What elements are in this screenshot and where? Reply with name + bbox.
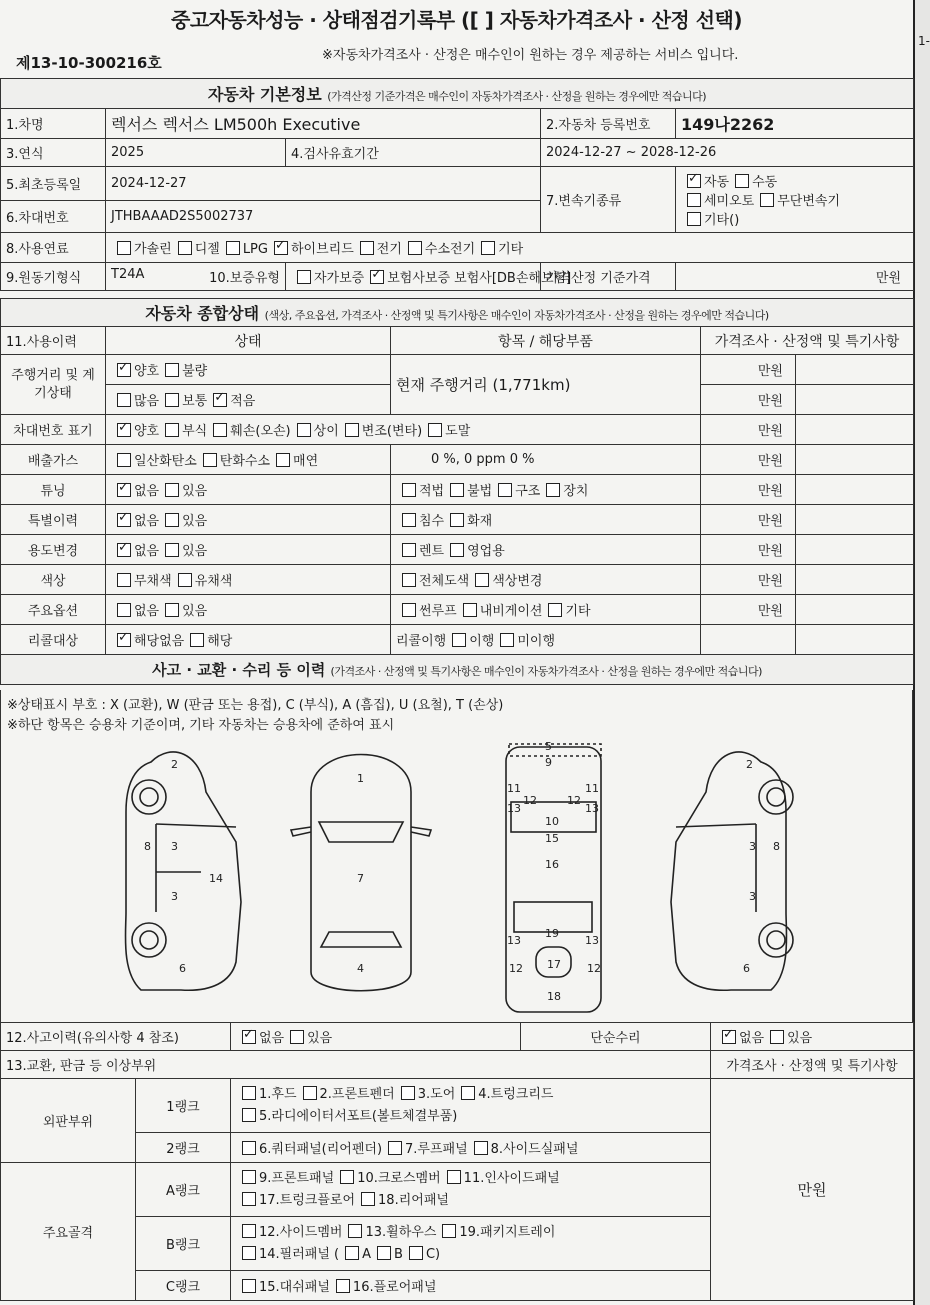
basic-info-table xyxy=(0,78,914,291)
frame-label: 주요골격 xyxy=(1,1163,136,1301)
vin-mark-label: 차대번호 표기 xyxy=(1,415,106,445)
checkbox[interactable] xyxy=(117,423,131,437)
unit: 만원 xyxy=(701,565,796,595)
rankB-items: 12.사이드멤버 13.휠하우스 19.패키지트레이 14.필러패널 ( A B C) xyxy=(231,1217,711,1271)
svg-text:5: 5 xyxy=(545,740,552,753)
checkbox-label: 9.프론트패널 xyxy=(259,1170,335,1186)
year-label: 3.연식 xyxy=(1,139,106,167)
accident-options xyxy=(231,1023,521,1051)
checkbox[interactable] xyxy=(463,603,477,617)
car-name-label: 1.차명 xyxy=(1,109,106,139)
svg-text:12: 12 xyxy=(509,962,523,975)
checkbox[interactable] xyxy=(402,483,416,497)
checkbox-label: 색상변경 xyxy=(492,574,543,589)
checkbox-label: 해당 xyxy=(207,634,233,649)
accident-header: 사고 · 교환 · 수리 등 이력 (가격조사 · 산정액 및 특기사항은 매수인이 자동차가격조사 · 산정을 원하는 경우에만 적습니다) xyxy=(1,655,914,685)
checkbox[interactable] xyxy=(303,1086,317,1100)
checkbox[interactable] xyxy=(447,1170,461,1184)
svg-text:1: 1 xyxy=(357,772,364,785)
checkbox[interactable] xyxy=(117,633,131,647)
vin-mark-options xyxy=(106,415,701,445)
checkbox[interactable] xyxy=(242,1192,256,1206)
checkbox[interactable] xyxy=(498,483,512,497)
option-options xyxy=(106,595,391,625)
checkbox-label: 19.패키지트레이 xyxy=(459,1224,556,1240)
history-header: 11.사용이력 xyxy=(1,327,106,355)
checkbox-label: 적음 xyxy=(230,394,256,409)
checkbox[interactable] xyxy=(548,603,562,617)
checkbox[interactable] xyxy=(242,1086,256,1100)
checkbox-label: 해당없음 xyxy=(134,634,185,649)
checkbox-label: 변조(변타) xyxy=(361,424,423,439)
svg-text:19: 19 xyxy=(545,927,559,940)
car-name: 렉서스 렉서스 LM500h Executive xyxy=(106,109,541,139)
svg-text:3: 3 xyxy=(749,890,756,903)
checkbox[interactable] xyxy=(117,483,131,497)
checkbox[interactable] xyxy=(242,1141,256,1155)
checkbox[interactable] xyxy=(687,174,701,188)
emission-values: 0 %, 0 ppm 0 % xyxy=(391,445,701,475)
checkbox[interactable] xyxy=(242,1030,256,1044)
checkbox-label: 탄화수소 xyxy=(219,454,271,469)
checkbox[interactable] xyxy=(165,393,179,407)
unit: 만원 xyxy=(701,595,796,625)
checkbox[interactable] xyxy=(117,513,131,527)
vin-label: 6.차대번호 xyxy=(1,201,106,233)
item-header: 항목 / 해당부품 xyxy=(391,327,701,355)
checkbox-label: 무단변속기 xyxy=(777,194,841,209)
service-note: ※자동차가격조사 · 산정은 매수인이 원하는 경우 제공하는 서비스 입니다. xyxy=(322,48,739,63)
checkbox-label: 5.라디에이터서포트(볼트체결부품) xyxy=(259,1108,458,1124)
inspect-label: 4.검사유효기간 xyxy=(286,139,541,167)
fuel-label: 8.사용연료 xyxy=(1,233,106,263)
checkbox-label: 장치 xyxy=(563,484,589,499)
checkbox[interactable] xyxy=(178,573,192,587)
reg-no: 149나2262 xyxy=(676,109,914,139)
checkbox-label: 있음 xyxy=(182,514,208,529)
checkbox-label: 영업용 xyxy=(467,544,505,559)
svg-text:2: 2 xyxy=(746,758,753,771)
checkbox-label: 이행 xyxy=(469,634,495,649)
checkbox[interactable] xyxy=(401,1086,415,1100)
accident-table xyxy=(0,1022,914,1301)
checkbox[interactable] xyxy=(165,543,179,557)
checkbox[interactable] xyxy=(242,1108,256,1122)
checkbox-label: 보통 xyxy=(182,394,208,409)
first-reg: 2024-12-27 xyxy=(106,167,541,201)
parts-price-label: 가격조사 · 산정액 및 특기사항 xyxy=(711,1051,914,1079)
left-front-wheel xyxy=(132,780,166,814)
special-options xyxy=(106,505,391,535)
damage-diagram xyxy=(0,690,913,1022)
svg-text:7: 7 xyxy=(357,872,364,885)
svg-text:12: 12 xyxy=(523,794,537,807)
checkbox[interactable] xyxy=(402,513,416,527)
checkbox[interactable] xyxy=(165,603,179,617)
checkbox[interactable] xyxy=(226,241,240,255)
mileage-row1 xyxy=(106,355,391,385)
checkbox-label: 내비게이션 xyxy=(479,604,543,619)
svg-text:8: 8 xyxy=(144,840,151,853)
svg-text:11: 11 xyxy=(585,782,599,795)
checkbox[interactable] xyxy=(370,270,384,284)
checkbox-label: 가솔린 xyxy=(134,242,172,257)
simple-repair-options xyxy=(711,1023,914,1051)
rank1-items xyxy=(231,1079,711,1133)
parts-label: 13.교환, 판금 등 이상부위 xyxy=(1,1051,711,1079)
diagram-part-numbers xyxy=(144,740,780,1003)
checkbox-label: 썬루프 xyxy=(419,604,457,619)
svg-text:12: 12 xyxy=(587,962,601,975)
checkbox[interactable] xyxy=(165,483,179,497)
checkbox-label: 있음 xyxy=(787,1031,813,1046)
checkbox-label: 없음 xyxy=(259,1031,285,1046)
first-reg-label: 5.최초등록일 xyxy=(1,167,106,201)
checkbox[interactable] xyxy=(735,174,749,188)
checkbox-label: 많음 xyxy=(134,394,160,409)
svg-text:13: 13 xyxy=(585,934,599,947)
svg-text:15: 15 xyxy=(545,832,559,845)
checkbox[interactable] xyxy=(687,193,701,207)
recall-label: 리콜대상 xyxy=(1,625,106,655)
checkbox[interactable] xyxy=(345,423,359,437)
left-side-body xyxy=(125,752,241,990)
checkbox[interactable] xyxy=(336,1279,350,1293)
rankC-items xyxy=(231,1271,711,1301)
checkbox[interactable] xyxy=(760,193,774,207)
unit: 만원 xyxy=(701,415,796,445)
checkbox-label: B xyxy=(394,1246,403,1262)
checkbox-label: 13.휠하우스 xyxy=(365,1224,437,1240)
checkbox[interactable] xyxy=(348,1224,362,1238)
checkbox-label: 양호 xyxy=(134,424,160,439)
svg-text:11: 11 xyxy=(507,782,521,795)
checkbox[interactable] xyxy=(190,633,204,647)
svg-text:6: 6 xyxy=(179,962,186,975)
outer-label: 외판부위 xyxy=(1,1079,136,1163)
legend-symbols: ※상태표시 부호 : X (교환), W (판금 또는 용접), C (부식), A (흠집), U (요철), T (손상) xyxy=(7,698,504,713)
svg-text:12: 12 xyxy=(567,794,581,807)
emission-label: 배출가스 xyxy=(1,445,106,475)
checkbox-label: 있음 xyxy=(307,1031,333,1046)
trans-label: 7.변속기종류 xyxy=(541,167,676,233)
checkbox-label: 수동 xyxy=(752,175,778,190)
checkbox-label: 4.트렁크리드 xyxy=(478,1086,554,1102)
rank1-label: 1랭크 xyxy=(136,1079,231,1133)
svg-text:4: 4 xyxy=(357,962,364,975)
svg-text:16: 16 xyxy=(545,858,559,871)
unit: 만원 xyxy=(701,355,796,385)
usage-options xyxy=(106,535,391,565)
special-label: 특별이력 xyxy=(1,505,106,535)
checkbox[interactable] xyxy=(409,1246,423,1260)
checkbox-label: 화재 xyxy=(467,514,493,529)
tuning-items xyxy=(391,475,701,505)
option-items xyxy=(391,595,701,625)
next-page-edge: 1- xyxy=(915,0,930,1305)
unit: 만원 xyxy=(701,505,796,535)
checkbox[interactable] xyxy=(450,483,464,497)
engine-type: T24A 10.보증유형 xyxy=(106,263,286,291)
checkbox[interactable] xyxy=(165,513,179,527)
document-number: 제13-10-300216호 xyxy=(16,54,162,72)
rankC-label: C랭크 xyxy=(136,1271,231,1301)
checkbox-label: 없음 xyxy=(134,604,160,619)
checkbox[interactable] xyxy=(461,1086,475,1100)
checkbox-label: 불량 xyxy=(182,364,208,379)
checkbox[interactable] xyxy=(297,270,311,284)
inspect-period: 2024-12-27 ~ 2028-12-26 xyxy=(541,139,914,167)
checkbox-label: 11.인사이드패널 xyxy=(463,1170,560,1186)
checkbox[interactable] xyxy=(402,603,416,617)
checkbox-label: 적법 xyxy=(419,484,445,499)
checkbox-label: 미이행 xyxy=(517,634,556,649)
tuning-options xyxy=(106,475,391,505)
svg-text:13: 13 xyxy=(585,802,599,815)
checkbox[interactable] xyxy=(402,543,416,557)
checkbox[interactable] xyxy=(408,241,422,255)
year: 2025 xyxy=(106,139,286,167)
checkbox[interactable] xyxy=(340,1170,354,1184)
checkbox[interactable] xyxy=(450,513,464,527)
svg-text:14: 14 xyxy=(209,872,223,885)
svg-text:10: 10 xyxy=(545,815,559,828)
accident-label: 12.사고이력(유의사항 4 참조) xyxy=(1,1023,231,1051)
checkbox-label: 구조 xyxy=(515,484,541,499)
checkbox-label: 매연 xyxy=(293,454,319,469)
left-rear-wheel xyxy=(132,923,166,957)
checkbox-label: 있음 xyxy=(182,604,208,619)
rankA-items xyxy=(231,1163,711,1217)
rank2-items xyxy=(231,1133,711,1163)
simple-repair-label: 단순수리 xyxy=(521,1023,711,1051)
checkbox-label: 디젤 xyxy=(194,242,220,257)
checkbox[interactable] xyxy=(178,241,192,255)
checkbox-label: 양호 xyxy=(134,364,160,379)
checkbox[interactable] xyxy=(242,1224,256,1238)
right-side-body xyxy=(671,752,787,990)
checkbox-label: 기타() xyxy=(704,213,740,228)
color-options xyxy=(106,565,391,595)
checkbox[interactable] xyxy=(274,241,288,255)
basic-info-header: 자동차 기본정보 (가격산정 기준가격은 매수인이 자동차가격조사 · 산정을 원하는 경우에만 적습니다) xyxy=(1,79,914,109)
svg-text:17: 17 xyxy=(547,958,561,971)
checkbox[interactable] xyxy=(481,241,495,255)
tuning-label: 튜닝 xyxy=(1,475,106,505)
checkbox-label: 없음 xyxy=(134,484,160,499)
mileage-value: 현재 주행거리 (1,771km) xyxy=(391,355,701,415)
checkbox-label: A xyxy=(362,1246,372,1262)
svg-text:3: 3 xyxy=(171,890,178,903)
rankA-label: A랭크 xyxy=(136,1163,231,1217)
legend-note: ※하단 항목은 승용차 기준이며, 기타 자동차는 승용차에 준하여 표시 xyxy=(7,718,395,733)
checkbox[interactable] xyxy=(452,633,466,647)
checkbox-label: 도말 xyxy=(445,424,471,439)
checkbox[interactable] xyxy=(450,543,464,557)
checkbox[interactable] xyxy=(203,453,217,467)
checkbox-label: 유채색 xyxy=(194,574,233,589)
color-items xyxy=(391,565,701,595)
special-items xyxy=(391,505,701,535)
checkbox[interactable] xyxy=(428,423,442,437)
checkbox[interactable] xyxy=(290,1030,304,1044)
checkbox[interactable] xyxy=(276,453,290,467)
checkbox[interactable] xyxy=(360,241,374,255)
recall-options xyxy=(106,625,391,655)
checkbox[interactable] xyxy=(165,363,179,377)
checkbox[interactable] xyxy=(242,1279,256,1293)
checkbox[interactable] xyxy=(213,393,227,407)
status-table xyxy=(0,298,914,685)
checkbox-label: 자가보증 xyxy=(314,271,365,286)
svg-text:8: 8 xyxy=(773,840,780,853)
checkbox[interactable] xyxy=(475,573,489,587)
recall-items: 리콜이행 이행 미이행 xyxy=(391,625,701,655)
checkbox-label: 전체도색 xyxy=(419,574,470,589)
checkbox-label: 3.도어 xyxy=(417,1086,456,1102)
checkbox-label: 부식 xyxy=(182,424,208,439)
checkbox[interactable] xyxy=(117,543,131,557)
checkbox[interactable] xyxy=(213,423,227,437)
fuel-options xyxy=(106,233,914,263)
checkbox-label: 기타 xyxy=(498,242,524,257)
state-header: 상태 xyxy=(106,327,391,355)
checkbox[interactable] xyxy=(242,1170,256,1184)
checkbox[interactable] xyxy=(117,241,131,255)
checkbox-label: 상이 xyxy=(313,424,339,439)
checkbox[interactable] xyxy=(546,483,560,497)
checkbox-label: 8.사이드실패널 xyxy=(490,1142,579,1157)
svg-text:3: 3 xyxy=(171,840,178,853)
price-label: 가격산정 기준가격 xyxy=(541,263,676,291)
checkbox-label: 렌트 xyxy=(419,544,445,559)
checkbox-label: 무채색 xyxy=(134,574,172,589)
checkbox[interactable] xyxy=(687,212,701,226)
svg-text:18: 18 xyxy=(547,990,561,1003)
right-rear-wheel xyxy=(759,923,793,957)
checkbox[interactable] xyxy=(722,1030,736,1044)
checkbox-label: 12.사이드멤버 xyxy=(259,1224,343,1240)
rankB-label: B랭크 xyxy=(136,1217,231,1271)
unit: 만원 xyxy=(701,535,796,565)
checkbox[interactable] xyxy=(500,633,514,647)
checkbox[interactable] xyxy=(402,573,416,587)
warranty-options xyxy=(286,263,572,291)
checkbox[interactable] xyxy=(361,1192,375,1206)
checkbox-label: LPG xyxy=(242,242,268,257)
parts-unit: 만원 xyxy=(711,1079,914,1301)
checkbox-label: 15.대쉬패널 xyxy=(259,1280,330,1295)
svg-text:6: 6 xyxy=(743,962,750,975)
checkbox-label: 18.리어패널 xyxy=(378,1192,449,1208)
vin: JTHBAAAD2S5002737 xyxy=(106,201,541,233)
checkbox[interactable] xyxy=(165,423,179,437)
car-diagrams-svg xyxy=(1,732,912,1024)
trans-options xyxy=(676,167,914,233)
right-front-wheel xyxy=(759,780,793,814)
document-title: 중고자동차성능 · 상태점검기록부 ([ ] 자동차가격조사 · 산정 선택) xyxy=(171,8,742,32)
checkbox-label: 보험사보증 보험사[DB손해보험] xyxy=(387,271,572,286)
option-label: 주요옵션 xyxy=(1,595,106,625)
checkbox-label: 17.트렁크플로어 xyxy=(259,1192,356,1208)
checkbox-label: 2.프론트펜더 xyxy=(319,1086,395,1102)
checkbox-label: 1.후드 xyxy=(259,1086,297,1102)
reg-no-label: 2.자동차 등록번호 xyxy=(541,109,676,139)
checkbox-label: 기타 xyxy=(565,604,591,619)
checkbox[interactable] xyxy=(377,1246,391,1260)
checkbox-label: 6.쿼터패널(리어펜더) xyxy=(259,1142,383,1157)
checkbox-label: 없음 xyxy=(134,514,160,529)
checkbox-label: 10.크로스멤버 xyxy=(357,1170,441,1186)
color-label: 색상 xyxy=(1,565,106,595)
checkbox-label: 7.루프패널 xyxy=(405,1142,468,1157)
checkbox-label: 하이브리드 xyxy=(290,242,354,257)
svg-text:9: 9 xyxy=(545,756,552,769)
emission-options xyxy=(106,445,391,475)
checkbox-label: 있음 xyxy=(182,484,208,499)
svg-text:13: 13 xyxy=(507,934,521,947)
price-header: 가격조사 · 산정액 및 특기사항 xyxy=(701,327,914,355)
checkbox-label: 16.플로어패널 xyxy=(352,1280,437,1295)
unit: 만원 xyxy=(701,445,796,475)
engine-label: 9.원동기형식 xyxy=(1,263,106,291)
unit: 만원 xyxy=(701,385,796,415)
checkbox[interactable] xyxy=(117,363,131,377)
mileage-row2 xyxy=(106,385,391,415)
checkbox-label: 수소전기 xyxy=(424,242,476,257)
svg-text:13: 13 xyxy=(507,802,521,815)
usage-items xyxy=(391,535,701,565)
checkbox-label: C) xyxy=(425,1246,441,1262)
checkbox[interactable] xyxy=(442,1224,456,1238)
checkbox-label: 전기 xyxy=(376,242,402,257)
checkbox-label: 없음 xyxy=(134,544,160,559)
status-header: 자동차 종합상태 (색상, 주요옵션, 가격조사 · 산정액 및 특기사항은 매수인이 자동차가격조사 · 산정을 원하는 경우에만 적습니다) xyxy=(1,299,914,327)
checkbox[interactable] xyxy=(770,1030,784,1044)
usage-label: 용도변경 xyxy=(1,535,106,565)
checkbox[interactable] xyxy=(117,393,131,407)
svg-text:2: 2 xyxy=(171,758,178,771)
checkbox[interactable] xyxy=(474,1141,488,1155)
checkbox[interactable] xyxy=(297,423,311,437)
checkbox-label: 없음 xyxy=(739,1031,765,1046)
checkbox-label: 불법 xyxy=(467,484,493,499)
svg-text:3: 3 xyxy=(749,840,756,853)
checkbox[interactable] xyxy=(388,1141,402,1155)
price-unit: 만원 xyxy=(676,263,914,291)
checkbox-label: 일산화탄소 xyxy=(134,454,197,469)
checkbox[interactable] xyxy=(117,603,131,617)
checkbox[interactable] xyxy=(117,453,131,467)
checkbox-label: 침수 xyxy=(419,514,445,529)
checkbox[interactable] xyxy=(345,1246,359,1260)
mileage-label: 주행거리 및 계기상태 xyxy=(1,355,106,415)
checkbox[interactable] xyxy=(117,573,131,587)
checkbox-label: 있음 xyxy=(182,544,208,559)
checkbox-label: 자동 xyxy=(704,175,730,190)
rank2-label: 2랭크 xyxy=(136,1133,231,1163)
unit: 만원 xyxy=(701,475,796,505)
checkbox-label: 세미오토 xyxy=(704,194,755,209)
checkbox-label: 훼손(오손) xyxy=(230,424,291,439)
